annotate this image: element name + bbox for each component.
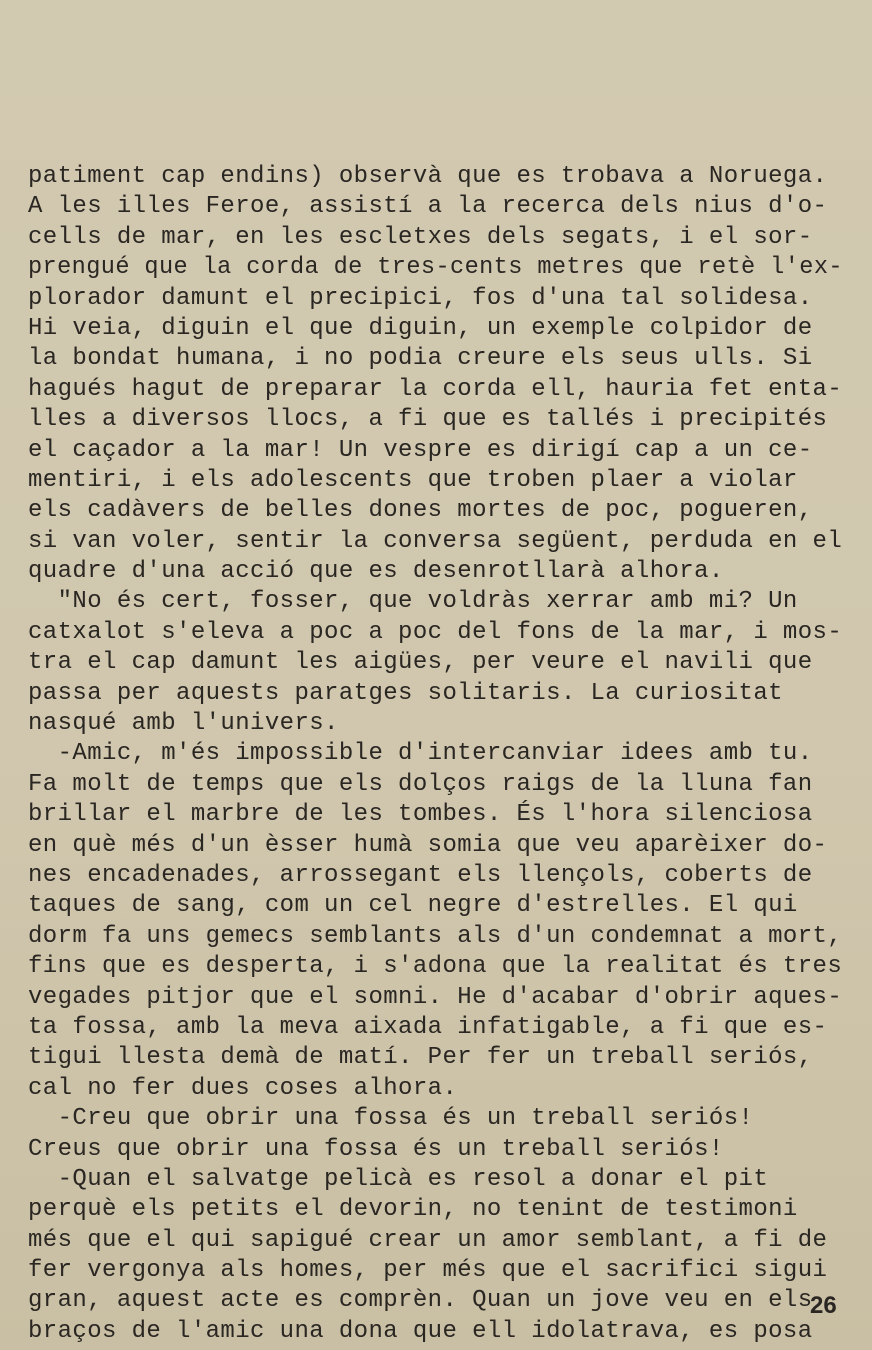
- text-line: cal no fer dues coses alhora.: [28, 1074, 458, 1102]
- text-line: ta fossa, amb la meva aixada infatigable, a fi que es-: [28, 1013, 828, 1041]
- text-line: més que el qui sapigué crear un amor semblant, a fi de: [28, 1226, 828, 1254]
- text-line: si van voler, sentir la conversa següent, perduda en el: [28, 527, 843, 555]
- text-line: dorm fa uns gemecs semblants als d'un condemnat a mort,: [28, 922, 843, 950]
- text-line: -Amic, m'és impossible d'intercanviar idees amb tu.: [28, 740, 813, 768]
- page-number: 26: [810, 1292, 837, 1319]
- text-line: Creus que obrir una fossa és un treball seriós!: [28, 1135, 724, 1163]
- text-line: patiment cap endins) observà que es trobava a Noruega.: [28, 163, 828, 190]
- text-line: en què més d'un èsser humà somia que veu aparèixer do-: [28, 831, 828, 859]
- text-line: la bondat humana, i no podia creure els seus ulls. Si: [28, 345, 813, 373]
- text-line: taques de sang, com un cel negre d'estrelles. El qui: [28, 892, 798, 920]
- text-line: brillar el marbre de les tombes. És l'hora silenciosa: [28, 801, 813, 829]
- text-line: nes encadenades, arrossegant els llençols, coberts de: [28, 861, 813, 889]
- text-line: Hi veia, diguin el que diguin, un exemple colpidor de: [28, 314, 813, 342]
- text-line: perquè els petits el devorin, no tenint de testimoni: [28, 1196, 798, 1224]
- text-line: els cadàvers de belles dones mortes de poc, pogueren,: [28, 497, 813, 525]
- text-line: plorador damunt el precipici, fos d'una tal solidesa.: [28, 284, 813, 312]
- text-line: hagués hagut de preparar la corda ell, hauria fet enta-: [28, 375, 843, 403]
- text-line: braços de l'amic una dona que ell idolatrava, es posa: [28, 1317, 813, 1345]
- text-line: cells de mar, en les escletxes dels segats, i el sor-: [28, 223, 813, 251]
- text-line: gran, aquest acte es comprèn. Quan un jove veu en els: [28, 1287, 813, 1315]
- text-line: A les illes Feroe, assistí a la recerca dels nius d'o-: [28, 193, 828, 221]
- text-line: Fa molt de temps que els dolços raigs de la lluna fan: [28, 770, 813, 798]
- text-line: tra el cap damunt les aigües, per veure el navili que: [28, 649, 813, 677]
- text-line: -Creu que obrir una fossa és un treball seriós!: [28, 1105, 754, 1133]
- text-line: nasqué amb l'univers.: [28, 710, 339, 738]
- text-line: quadre d'una acció que es desenrotllarà alhora.: [28, 558, 724, 586]
- text-line: mentiri, i els adolescents que troben plaer a violar: [28, 466, 798, 494]
- text-line: el caçador a la mar! Un vespre es dirigí cap a un ce-: [28, 436, 813, 464]
- text-line: lles a diversos llocs, a fi que es tallés i precipités: [28, 406, 828, 434]
- text-line: vegades pitjor que el somni. He d'acabar d'obrir aques-: [28, 983, 843, 1011]
- text-line: fer vergonya als homes, per més que el sacrifici sigui: [28, 1257, 828, 1285]
- body-text: [28, 162, 858, 1347]
- text-line: "No és cert, fosser, que voldràs xerrar amb mi? Un: [28, 588, 798, 616]
- text-line: -Quan el salvatge pelicà es resol a donar el pit: [28, 1165, 769, 1193]
- text-line: prengué que la corda de tres-cents metres que retè l'ex-: [28, 254, 843, 282]
- text-line: passa per aquests paratges solitaris. La curiositat: [28, 679, 783, 707]
- text-line: fins que es desperta, i s'adona que la realitat és tres: [28, 953, 843, 981]
- text-line: tigui llesta demà de matí. Per fer un treball seriós,: [28, 1044, 813, 1072]
- text-line: catxalot s'eleva a poc a poc del fons de la mar, i mos-: [28, 618, 843, 646]
